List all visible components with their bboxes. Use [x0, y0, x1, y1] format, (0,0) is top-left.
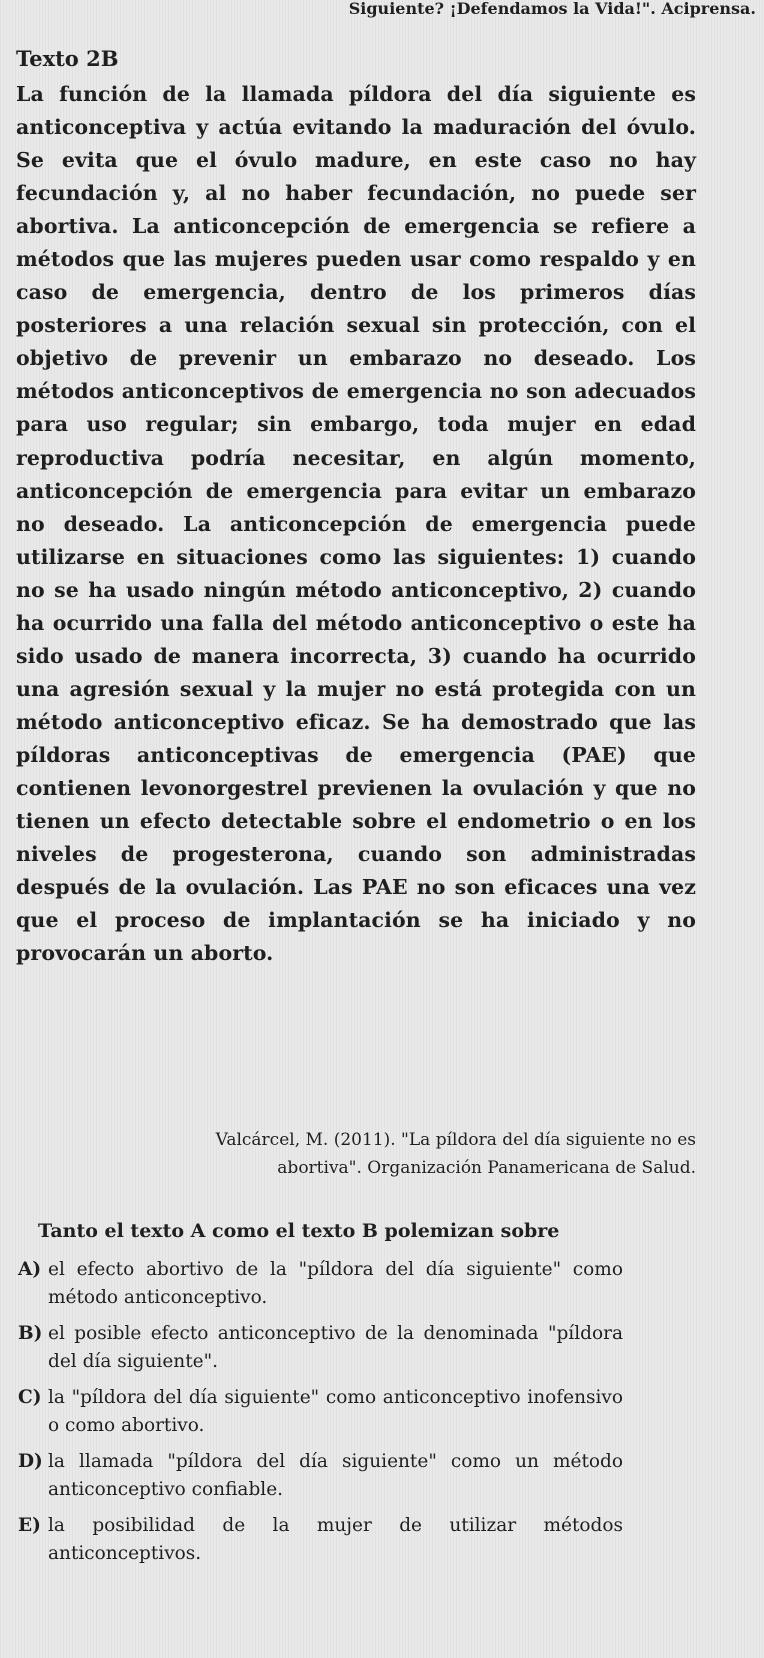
option-e[interactable] — [18, 1512, 623, 1568]
option-letter: E) — [18, 1515, 41, 1536]
option-letter: C) — [18, 1387, 42, 1408]
option-text: la posibilidad de la mujer de utilizar métodos anticonceptivos. — [48, 1515, 623, 1564]
option-d[interactable] — [18, 1448, 623, 1504]
option-letter: B) — [18, 1323, 43, 1344]
source-caption: Siguiente? ¡Defendamos la Vida!". Aciprensa. — [348, 0, 756, 18]
option-text: el efecto abortivo de la "píldora del día siguiente" como método anticonceptivo. — [48, 1259, 623, 1308]
question-stem: Tanto el texto A como el texto B polemizan sobre — [38, 1220, 560, 1242]
option-c[interactable] — [18, 1384, 623, 1440]
option-text: la llamada "píldora del día siguiente" como un método anticonceptivo confiable. — [48, 1451, 623, 1500]
text-body: La función de la llamada píldora del día siguiente es anticonceptiva y actúa evitando la maduración del óvulo. Se evita que el óvulo madure, en este caso no hay fecundación y, al no haber fecundación, no puede ser abortiva. La anticoncepción de emergencia se refiere a métodos que las mujeres pueden usar como respaldo y en caso de emergencia, dentro de los primeros días posteriores a una relación sexual sin protección, con el objetivo de prevenir un embarazo no deseado. Los métodos anticonceptivos de emergencia no son adecuados para uso regular; sin embargo, toda mujer en edad reproductiva podría necesitar, en algún momento, anticoncepción de emergencia para evitar un embarazo no deseado. La anticoncepción de emergencia puede utilizarse en situaciones como las siguientes: 1) cuando no se ha usado ningún método anticonceptivo, 2) cuando ha ocurrido una falla del método anticonceptivo o este ha sido usado de manera incorrecta, 3) cuando ha ocurrido una agresión sexual y la mujer no está protegida con un método anticonceptivo eficaz. Se ha demostrado que las píldoras anticonceptivas de emergencia (PAE) que contienen levonorgestrel previenen la ovulación y que no tienen un efecto detectable sobre el endometrio o en los niveles de progesterona, cuando son administradas después de la ovulación. Las PAE no son eficaces una vez que el proceso de implantación se ha iniciado y no provocarán un aborto. — [16, 82, 696, 966]
text-heading: Texto 2B — [16, 46, 119, 71]
option-letter: D) — [18, 1451, 43, 1472]
answer-options — [18, 1256, 623, 1576]
option-letter: A) — [18, 1259, 42, 1280]
option-b[interactable] — [18, 1320, 623, 1376]
option-text: la "píldora del día siguiente" como anticonceptivo inofensivo o como abortivo. — [48, 1387, 623, 1436]
citation: Valcárcel, M. (2011). "La píldora del día siguiente no es abortiva". Organización Panamericana de Salud. — [215, 1130, 696, 1178]
option-text: el posible efecto anticonceptivo de la denominada "píldora del día siguiente". — [48, 1323, 623, 1372]
option-a[interactable] — [18, 1256, 623, 1312]
